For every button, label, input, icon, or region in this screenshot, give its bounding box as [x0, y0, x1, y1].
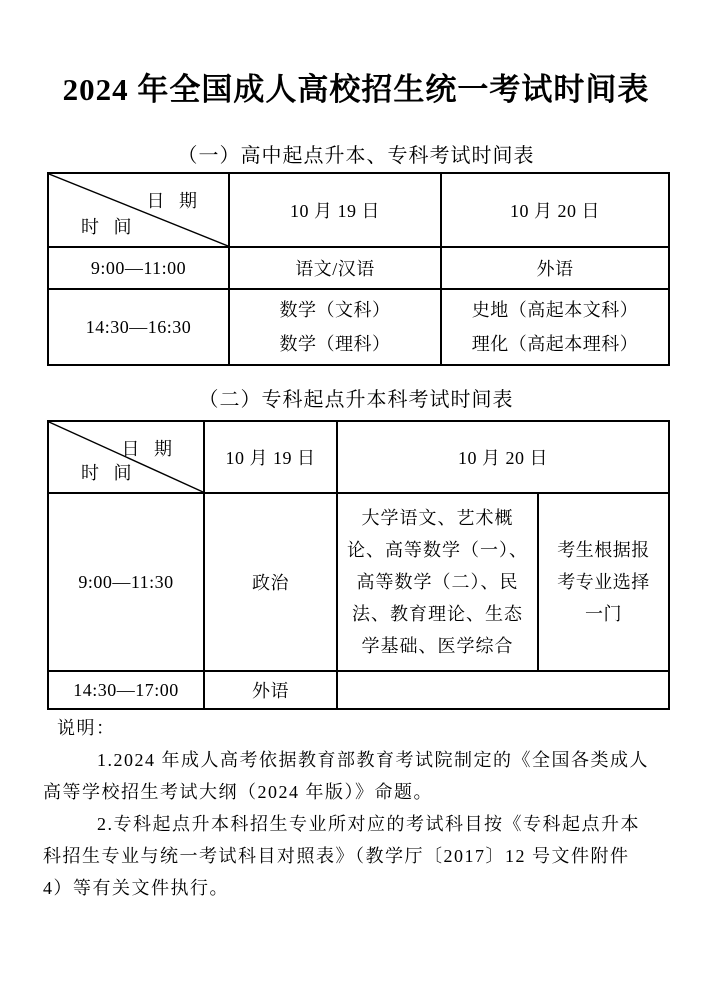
cell-subject: [441, 289, 669, 365]
date-label: 日 期: [121, 439, 177, 459]
cell-subject: 外语: [204, 671, 337, 709]
section1-subtitle: （一）高中起点升本、专科考试时间表: [177, 145, 535, 167]
cell-line: 数学（理科）: [279, 334, 391, 354]
cell-line: 高等数学（二）、民: [356, 572, 519, 592]
table-row: [48, 671, 669, 709]
page-title: 2024 年全国成人高校招生统一考试时间表: [62, 72, 650, 107]
hs-start-exam-table: [47, 172, 670, 366]
time-label: 时 间: [81, 463, 137, 483]
cell-line: 考专业选择: [557, 572, 650, 592]
cell-line: 数学（文科）: [279, 300, 391, 320]
date-header-oct19: 10 月 19 日: [229, 173, 441, 247]
cell-empty: [337, 671, 669, 709]
note-line: 1.2024 年成人高考依据教育部教育考试院制定的《全国各类成人: [97, 750, 649, 770]
corner-date-time-cell: [48, 421, 204, 493]
cell-time: 9:00—11:00: [48, 247, 229, 289]
cell-line: 学基础、医学综合: [361, 636, 514, 656]
table-row: [48, 493, 669, 671]
cell-line: 考生根据报: [557, 540, 650, 560]
table-row: [48, 289, 669, 365]
cell-line: 论、高等数学（一）、: [347, 540, 528, 560]
corner-date-time-cell: [48, 173, 229, 247]
cell-subject: 语文/汉语: [229, 247, 441, 289]
note-line: 2.专科起点升本科招生专业所对应的考试科目按《专科起点升本: [97, 814, 640, 834]
table-row: [48, 247, 669, 289]
note-line: 科招生专业与统一考试科目对照表》（教学厅〔2017〕12 号文件附件: [43, 846, 630, 866]
time-label: 时 间: [81, 217, 137, 237]
table-header-row: [48, 421, 669, 493]
cell-subject: 外语: [441, 247, 669, 289]
cell-line: 史地（高起本文科）: [471, 300, 639, 320]
cell-time: 14:30—16:30: [48, 289, 229, 365]
date-header-oct20: 10 月 20 日: [441, 173, 669, 247]
cell-time: 14:30—17:00: [48, 671, 204, 709]
table-header-row: [48, 173, 669, 247]
cell-selection-note: [538, 493, 669, 671]
cell-subject-list: [337, 493, 538, 671]
note-line: 高等学校招生考试大纲（2024 年版）》命题。: [43, 782, 433, 802]
notes-label: 说明：: [57, 718, 116, 738]
date-header-oct20: 10 月 20 日: [337, 421, 669, 493]
cell-line: 大学语文、艺术概: [361, 508, 514, 528]
cell-subject: 政治: [204, 493, 337, 671]
date-label: 日 期: [146, 191, 202, 211]
cell-subject: [229, 289, 441, 365]
cell-line: 理化（高起本理科）: [471, 334, 639, 354]
cell-line: 法、教育理论、生态: [352, 604, 523, 624]
date-header-oct19: 10 月 19 日: [204, 421, 337, 493]
college-upgrade-exam-table: [47, 420, 670, 710]
section2-subtitle: （二）专科起点升本科考试时间表: [198, 389, 514, 411]
cell-time: 9:00—11:30: [48, 493, 204, 671]
cell-line: 一门: [585, 604, 622, 624]
notes-section: [43, 712, 659, 904]
note-line: 4）等有关文件执行。: [43, 878, 229, 898]
